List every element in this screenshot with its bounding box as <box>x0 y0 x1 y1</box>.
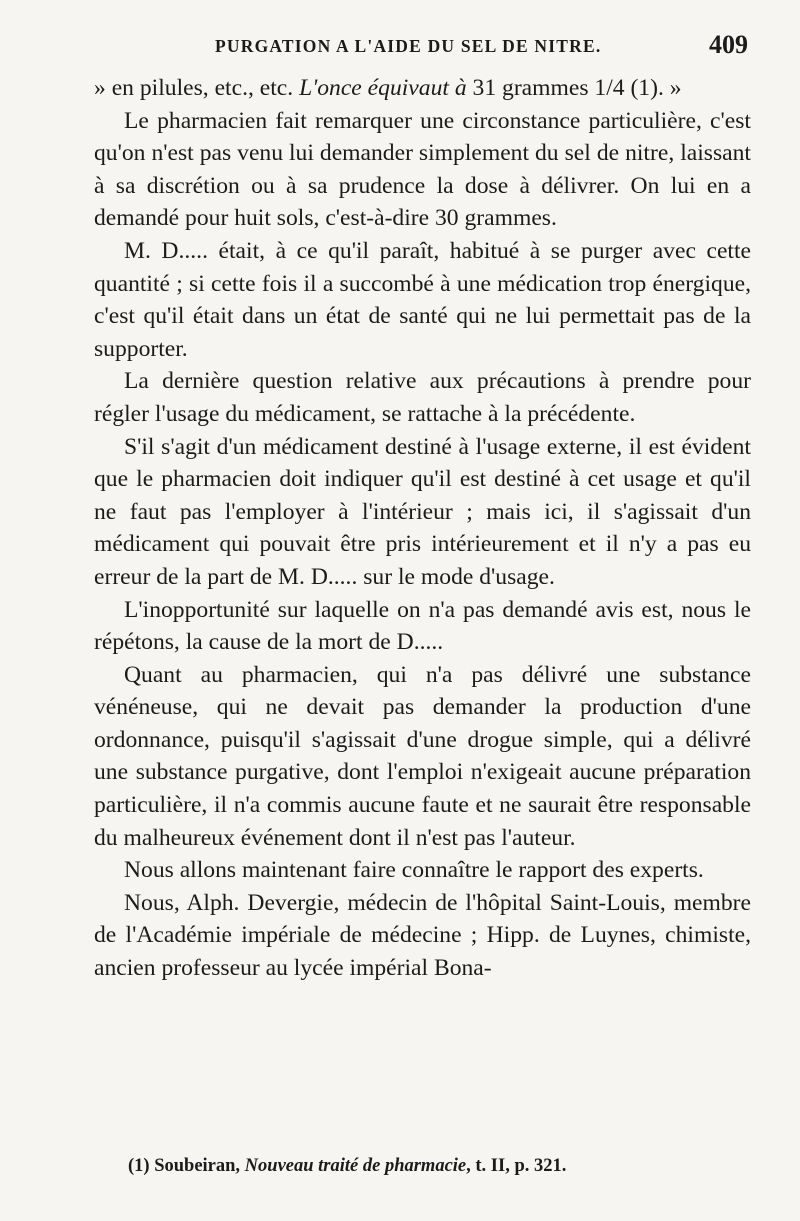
footnote-work-title: Nouveau traité de pharmacie <box>244 1156 467 1176</box>
paragraph: L'inopportunité sur laquelle on n'a pas demandé avis est, nous le répétons, la cause de la mort de D..... <box>94 596 751 656</box>
paragraph: Nous allons maintenant faire connaître le rapport des experts. <box>124 857 704 884</box>
paragraph-quote-end <box>94 72 751 105</box>
footnote-author: Soubeiran, <box>149 1156 245 1176</box>
page-number: 409 <box>709 30 748 59</box>
quote-lead: » en pilules, etc., etc. <box>94 75 300 101</box>
paragraph: M. D..... était, à ce qu'il paraît, habitué à se purger avec cette quantité ; si cette fois il a succombé à une médication trop énergique, c'est qu'il était dans un état de santé qui ne lui permettait pas de la supporter. <box>94 237 751 362</box>
paragraph: Le pharmacien fait remarquer une circonstance particulière, c'est qu'on n'est pas venu lui demander simplement du sel de nitre, laissant à sa discrétion ou à sa prudence la dose à délivrer. On lui en a demandé pour huit sols, c'est-à-dire 30 grammes. <box>94 107 751 232</box>
footnote <box>128 1156 688 1177</box>
body-text <box>94 72 751 985</box>
paragraph: Quant au pharmacien, qui n'a pas délivré une substance vénéneuse, qui ne devait pas demander la production d'une ordonnance, puisqu'il s'agissait d'une drogue simple, qui a délivré une substance purgative, dont l'emploi n'exigeait aucune préparation particulière, il n'a commis aucune faute et ne saurait être responsable du malheureux événement dont il n'est pas l'auteur. <box>94 661 751 851</box>
paragraph: Nous, Alph. Devergie, médecin de l'hôpital Saint-Louis, membre de l'Académie impériale de médecine ; Hipp. de Luynes, chimiste, ancien professeur au lycée impérial Bona- <box>94 889 751 982</box>
quote-tail: 31 grammes 1/4 (1). » <box>466 75 682 101</box>
quote-italic: L'once équivaut à <box>299 75 467 101</box>
page-header <box>215 30 748 64</box>
running-head: PURGATION A L'AIDE DU SEL DE NITRE. <box>215 36 602 56</box>
paragraph: S'il s'agit d'un médicament destiné à l'usage externe, il est évident que le pharmacien doit indiquer qu'il est destiné à cet usage et qu'il ne faut pas l'employer à l'intérieur ; mais ici, il s'agissait d'un médicament qui pouvait être pris intérieurement et il n'y a pas eu erreur de la part de M. D..... sur le mode d'usage. <box>94 433 751 590</box>
footnote-reference: , t. II, p. 321. <box>466 1156 567 1176</box>
paragraph: La dernière question relative aux précautions à prendre pour régler l'usage du médicament, se rattache à la précédente. <box>94 368 751 427</box>
footnote-marker: (1) <box>128 1156 150 1176</box>
